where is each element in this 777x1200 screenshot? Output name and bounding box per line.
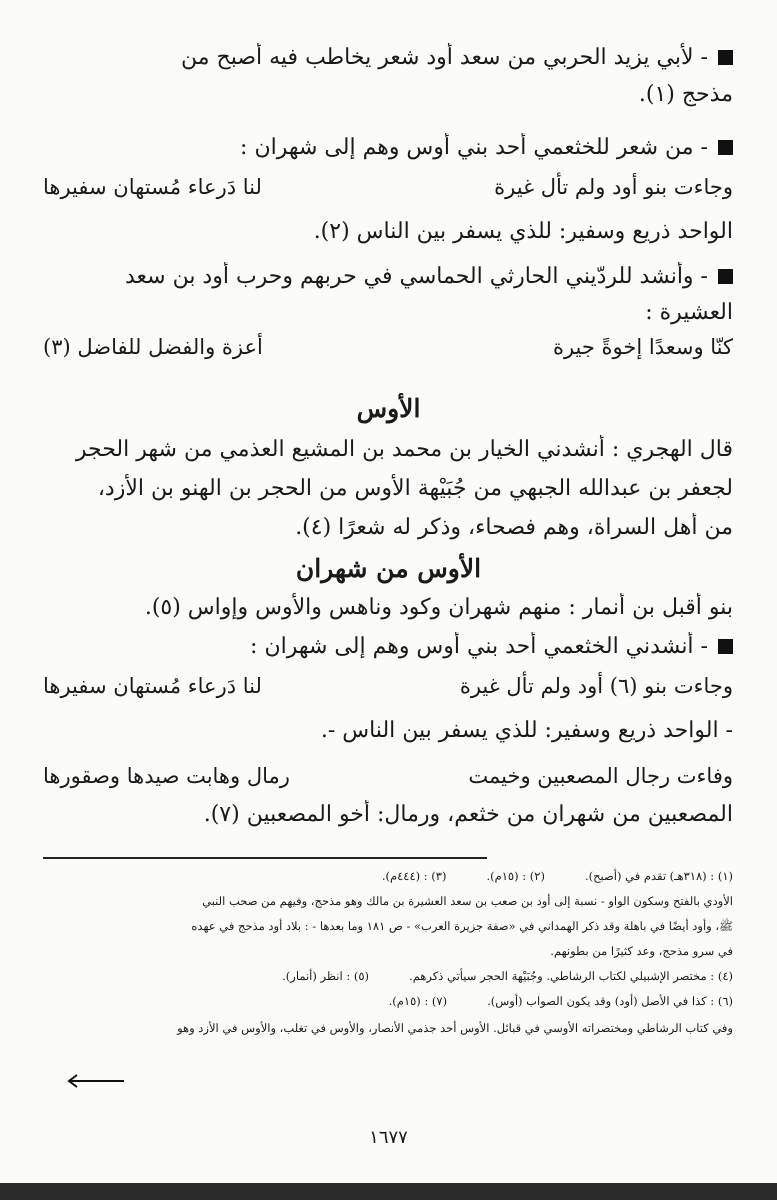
paragraph-line: - الواحد ذريع وسفير: للذي يسفر بين الناس -. bbox=[320, 718, 733, 743]
paragraph-text: لأبي يزيد الحربي من سعد أود شعر يخاطب فيه أصبح من bbox=[180, 45, 694, 70]
footnote-line: في سرو مذحج، وعد كثيرًا من بطونهم. bbox=[550, 944, 733, 958]
section-heading: الأوس من شهران bbox=[295, 554, 482, 583]
paragraph-line: مذحج (١). bbox=[638, 82, 733, 107]
page-number: ١٦٧٧ bbox=[369, 1127, 408, 1148]
poem-verse bbox=[43, 672, 733, 700]
verse-first-hemistich: وجاءت بنو أود ولم تأل غيرة bbox=[494, 175, 733, 199]
paragraph-line: من أهل السراة، وهم فصحاء، وذكر له شعرًا (٤). bbox=[295, 515, 733, 540]
section-marker-square bbox=[718, 639, 733, 654]
footnote-row bbox=[43, 966, 733, 987]
verse-second-hemistich: أعزة والفضل للفاضل (٣) bbox=[43, 335, 263, 359]
paragraph-line: المصعبين من شهران من خثعم، ورمال: أخو المصعبين (٧). bbox=[203, 802, 733, 827]
verse-first-hemistich: كنّا وسعدًا إخوةً جيرة bbox=[552, 335, 733, 359]
paragraph-line: بنو أقبل بن أنمار : منهم شهران وكود وناهس والأوس وإواس (٥). bbox=[144, 595, 733, 620]
poem-verse bbox=[43, 173, 733, 201]
paragraph-text: من شعر للخثعمي أحد بني أوس وهم إلى شهران : bbox=[240, 135, 694, 160]
footnote-row bbox=[43, 991, 733, 1012]
paragraph-text: وأنشد للردّيني الحارثي الحماسي في حربهم وحرب أود بن سعد bbox=[124, 264, 694, 289]
footnote-5: (٥) : انظر (أنمار). bbox=[282, 969, 370, 983]
paragraph-line: العشيرة : bbox=[645, 300, 733, 325]
footnote-2: (٢) : (١٥م). bbox=[486, 869, 545, 883]
footnote-4: (٤) : مختصر الإشبيلي لكتاب الرشاطي. وجُبَيْهة الحجر سيأتي ذكرهم. bbox=[409, 969, 733, 983]
paragraph-line: - من شعر للخثعمي أحد بني أوس وهم إلى شهران : bbox=[43, 133, 733, 163]
footnote-row bbox=[43, 866, 733, 887]
section-marker-square bbox=[718, 50, 733, 65]
verse-second-hemistich: لنا دَرعاء مُستهان سفيرها bbox=[43, 674, 262, 698]
verse-first-hemistich: وفاءت رجال المصعبين وخيمت bbox=[468, 764, 733, 788]
paragraph-line: - وأنشد للردّيني الحارثي الحماسي في حربهم وحرب أود بن سعد bbox=[43, 262, 733, 292]
footnote-3: (٣) : (٤٤٤م). bbox=[381, 869, 447, 883]
verse-second-hemistich: رمال وهابت صيدها وصقورها bbox=[43, 764, 290, 788]
verse-second-hemistich: لنا دَرعاء مُستهان سفيرها bbox=[43, 175, 262, 199]
footnote-line: وفي كتاب الرشاطي ومختصراته الأوسي في قبائل. الأوس أحد جذمي الأنصار، والأوس في تغلب، والأوس في الأزد وهو bbox=[177, 1021, 733, 1035]
footnote-line: ﷺ، وأود أيضًا في باهلة وقد ذكر الهمداني في «صفة جزيرة العرب» - ص ١٨١ وما بعدها - : بلاد أود مذحج في عهده bbox=[191, 919, 733, 933]
paragraph-line: - أنشدني الخثعمي أحد بني أوس وهم إلى شهران : bbox=[43, 632, 733, 662]
footnote-6: (٦) : كذا في الأصل (أود) وقد يكون الصواب (أوس). bbox=[487, 994, 733, 1008]
section-heading: الأوس bbox=[356, 394, 421, 423]
footnote-7: (٧) : (١٥م). bbox=[388, 994, 448, 1008]
paragraph-line: قال الهجري : أنشدني الخيار بن محمد بن المشيع العذمي من شهر الحجر bbox=[75, 437, 733, 462]
footnote-separator bbox=[43, 857, 487, 859]
paragraph-line: لجعفر بن عبدالله الجبهي من جُبَيْهة الأوس من الحجر بن الهنو بن الأزد، bbox=[97, 476, 733, 501]
poem-verse bbox=[43, 333, 733, 361]
footnote-line: الأودي بالفتح وسكون الواو - نسبة إلى أود بن صعب بن سعد العشيرة بن مالك وهو مذحج، وفيهم من صحب النبي bbox=[202, 894, 733, 908]
paragraph-line: الواحد ذريع وسفير: للذي يسفر بين الناس (٢). bbox=[313, 219, 733, 244]
paragraph-text: أنشدني الخثعمي أحد بني أوس وهم إلى شهران : bbox=[250, 634, 694, 659]
paragraph-line: - لأبي يزيد الحربي من سعد أود شعر يخاطب فيه أصبح من bbox=[43, 43, 733, 73]
footnote-1: (١) : (٣١٨هـ) تقدم في (أصبح). bbox=[584, 869, 733, 883]
poem-verse bbox=[43, 762, 733, 790]
section-marker-square bbox=[718, 269, 733, 284]
section-marker-square bbox=[718, 140, 733, 155]
verse-first-hemistich: وجاءت بنو (٦) أود ولم تأل غيرة bbox=[459, 674, 733, 698]
continuation-arrow-icon bbox=[66, 1073, 126, 1089]
bottom-edge-bar bbox=[0, 1183, 777, 1200]
